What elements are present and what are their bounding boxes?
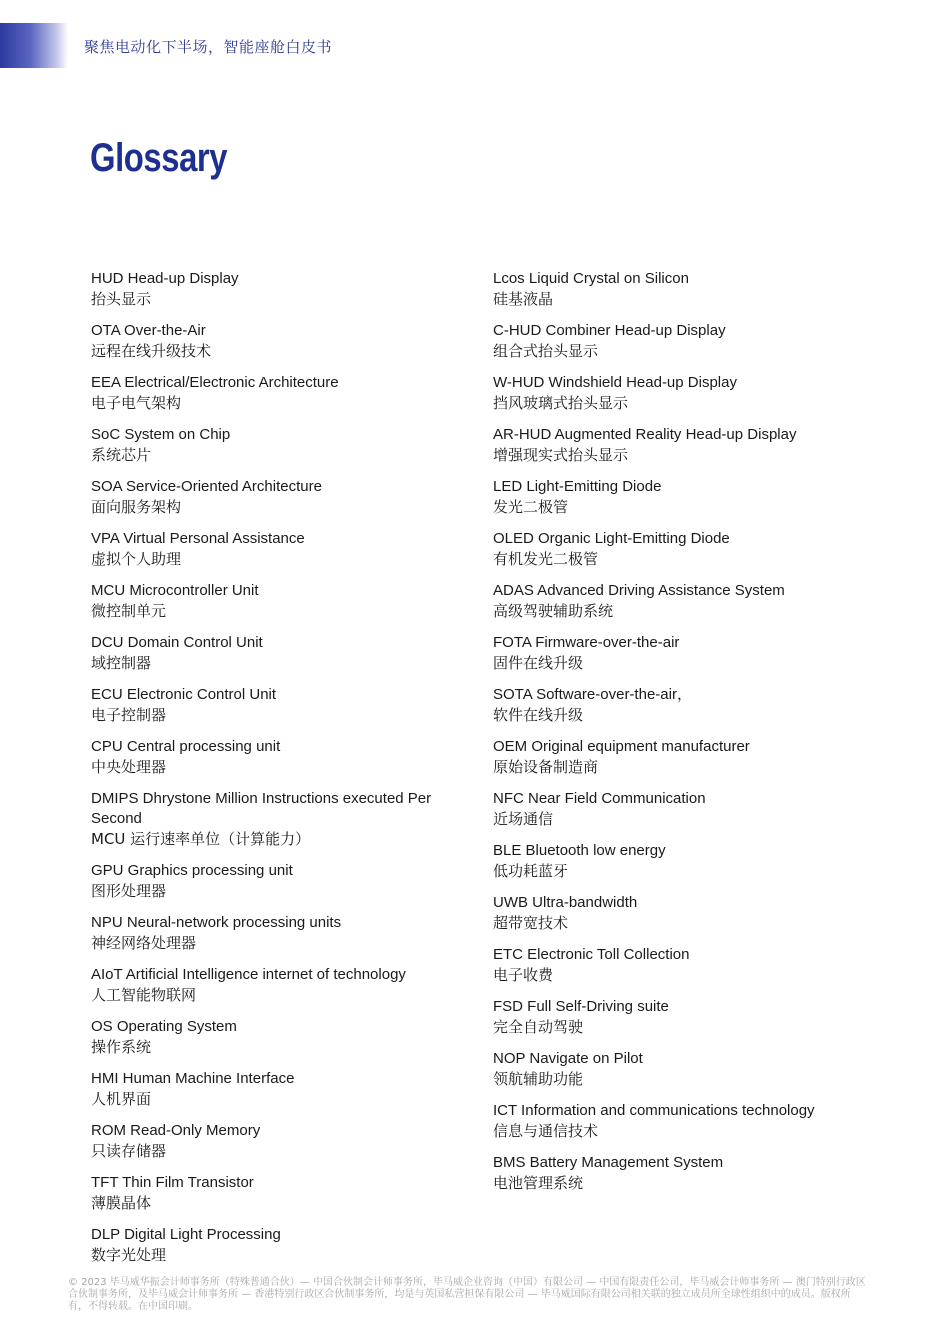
glossary-term: OEM Original equipment manufacturer bbox=[493, 738, 750, 755]
glossary-term: TFT Thin Film Transistor bbox=[91, 1174, 254, 1191]
glossary-translation: 中央处理器 bbox=[91, 758, 167, 776]
glossary-entry bbox=[91, 861, 441, 902]
glossary-translation: 只读存储器 bbox=[91, 1142, 167, 1160]
glossary-translation: 挡风玻璃式抬头显示 bbox=[493, 394, 629, 412]
glossary-translation: 人工智能物联网 bbox=[91, 986, 197, 1004]
glossary-translation: 低功耗蓝牙 bbox=[493, 862, 569, 880]
glossary-entry bbox=[91, 1069, 441, 1110]
glossary-term: OS Operating System bbox=[91, 1018, 237, 1035]
glossary-translation: 电子电气架构 bbox=[91, 394, 182, 412]
glossary-translation: 信息与通信技术 bbox=[493, 1122, 599, 1140]
glossary-entry bbox=[493, 529, 853, 570]
glossary-term: NPU Neural-network processing units bbox=[91, 914, 342, 931]
glossary-translation: 神经网络处理器 bbox=[91, 934, 197, 952]
glossary-left-column bbox=[91, 269, 441, 1277]
glossary-term: CPU Central processing unit bbox=[91, 738, 281, 755]
glossary-entry bbox=[91, 425, 441, 466]
glossary-entry bbox=[91, 321, 441, 362]
glossary-translation: 领航辅助功能 bbox=[493, 1070, 584, 1088]
glossary-translation: 微控制单元 bbox=[91, 602, 167, 620]
glossary-entry bbox=[493, 737, 853, 778]
glossary-entry bbox=[493, 841, 853, 882]
glossary-term: LED Light-Emitting Diode bbox=[493, 478, 662, 495]
glossary-entry bbox=[91, 789, 441, 850]
glossary-term: AR-HUD Augmented Reality Head-up Display bbox=[493, 426, 797, 443]
glossary-entry bbox=[493, 789, 853, 830]
glossary-term: OLED Organic Light-Emitting Diode bbox=[493, 530, 730, 547]
glossary-term: BLE Bluetooth low energy bbox=[493, 842, 666, 859]
glossary-term: UWB Ultra-bandwidth bbox=[493, 894, 638, 911]
glossary-translation: 电子收费 bbox=[493, 966, 554, 984]
glossary-term: Lcos Liquid Crystal on Silicon bbox=[493, 270, 689, 287]
glossary-entry bbox=[493, 685, 853, 726]
header-accent-bar bbox=[0, 23, 68, 68]
glossary-term: ADAS Advanced Driving Assistance System bbox=[493, 582, 785, 599]
glossary-entry bbox=[493, 1049, 853, 1090]
glossary-term: W-HUD Windshield Head-up Display bbox=[493, 374, 737, 391]
glossary-translation: 域控制器 bbox=[91, 654, 152, 672]
glossary-term: C-HUD Combiner Head-up Display bbox=[493, 322, 726, 339]
glossary-term: ICT Information and communications technology bbox=[493, 1102, 815, 1119]
glossary-right-column bbox=[493, 269, 853, 1205]
glossary-term: AIoT Artificial Intelligence internet of technology bbox=[91, 966, 406, 983]
glossary-translation: 原始设备制造商 bbox=[493, 758, 599, 776]
glossary-translation: 抬头显示 bbox=[91, 290, 152, 308]
glossary-translation: 完全自动驾驶 bbox=[493, 1018, 584, 1036]
glossary-entry bbox=[493, 1153, 853, 1194]
glossary-term: HUD Head-up Display bbox=[91, 270, 239, 287]
glossary-entry bbox=[493, 893, 853, 934]
glossary-entry bbox=[91, 529, 441, 570]
glossary-term: MCU Microcontroller Unit bbox=[91, 582, 259, 599]
header-title: 聚焦电动化下半场，智能座舱白皮书 bbox=[84, 38, 333, 56]
glossary-entry bbox=[91, 685, 441, 726]
glossary-entry bbox=[493, 1101, 853, 1142]
glossary-term: EEA Electrical/Electronic Architecture bbox=[91, 374, 339, 391]
glossary-entry bbox=[91, 965, 441, 1006]
glossary-entry bbox=[91, 737, 441, 778]
glossary-term: GPU Graphics processing unit bbox=[91, 862, 293, 879]
glossary-term: OTA Over-the-Air bbox=[91, 322, 206, 339]
glossary-translation: 人机界面 bbox=[91, 1090, 152, 1108]
glossary-entry bbox=[91, 581, 441, 622]
page-title: Glossary bbox=[90, 136, 228, 180]
glossary-entry bbox=[493, 425, 853, 466]
glossary-translation: 软件在线升级 bbox=[493, 706, 584, 724]
glossary-term: FOTA Firmware-over-the-air bbox=[493, 634, 680, 651]
glossary-term: ETC Electronic Toll Collection bbox=[493, 946, 690, 963]
glossary-entry bbox=[91, 1173, 441, 1214]
glossary-entry bbox=[91, 1225, 441, 1266]
glossary-term: DMIPS Dhrystone Million Instructions executed Per Second bbox=[91, 790, 432, 827]
glossary-entry bbox=[493, 269, 853, 310]
glossary-term: SOTA Software-over-the-air， bbox=[493, 686, 692, 703]
glossary-translation: 高级驾驶辅助系统 bbox=[493, 602, 614, 620]
glossary-translation: 远程在线升级技术 bbox=[91, 342, 212, 360]
glossary-term: FSD Full Self-Driving suite bbox=[493, 998, 669, 1015]
glossary-translation: 超带宽技术 bbox=[493, 914, 569, 932]
glossary-entry bbox=[493, 581, 853, 622]
glossary-translation: 数字光处理 bbox=[91, 1246, 167, 1264]
glossary-translation: 面向服务架构 bbox=[91, 498, 182, 516]
glossary-term: NOP Navigate on Pilot bbox=[493, 1050, 643, 1067]
glossary-entry bbox=[91, 477, 441, 518]
glossary-entry bbox=[493, 633, 853, 674]
glossary-translation: 电池管理系统 bbox=[493, 1174, 584, 1192]
glossary-entry bbox=[91, 1017, 441, 1058]
glossary-translation: 增强现实式抬头显示 bbox=[493, 446, 629, 464]
glossary-term: ROM Read-Only Memory bbox=[91, 1122, 261, 1139]
glossary-translation: 虚拟个人助理 bbox=[91, 550, 182, 568]
glossary-entry bbox=[91, 269, 441, 310]
glossary-translation: 操作系统 bbox=[91, 1038, 152, 1056]
glossary-entry bbox=[493, 945, 853, 986]
glossary-translation: 有机发光二极管 bbox=[493, 550, 599, 568]
glossary-translation: 固件在线升级 bbox=[493, 654, 584, 672]
glossary-entry bbox=[91, 633, 441, 674]
glossary-translation: 硅基液晶 bbox=[493, 290, 554, 308]
glossary-translation: 薄膜晶体 bbox=[91, 1194, 152, 1212]
glossary-term: DLP Digital Light Processing bbox=[91, 1226, 281, 1243]
glossary-term: HMI Human Machine Interface bbox=[91, 1070, 295, 1087]
glossary-entry bbox=[493, 477, 853, 518]
glossary-entry bbox=[493, 373, 853, 414]
glossary-term: SOA Service-Oriented Architecture bbox=[91, 478, 322, 495]
glossary-entry bbox=[91, 373, 441, 414]
glossary-term: BMS Battery Management System bbox=[493, 1154, 724, 1171]
glossary-term: VPA Virtual Personal Assistance bbox=[91, 530, 305, 547]
glossary-translation: 电子控制器 bbox=[91, 706, 167, 724]
glossary-translation: 系统芯片 bbox=[91, 446, 152, 464]
glossary-entry bbox=[493, 321, 853, 362]
glossary-translation: MCU 运行速率单位（计算能力） bbox=[91, 830, 311, 848]
glossary-translation: 近场通信 bbox=[493, 810, 554, 828]
copyright-footer: © 2023 毕马威华振会计师事务所（特殊普通合伙）— 中国合伙制会计师事务所，毕马威企业咨询（中国）有限公司 — 中国有限责任公司，毕马威会计师事务所 — 澳门特别行政区合伙制事务所，及毕马威会计师事务所 — 香港特别行政区合伙制事务所，均是与英国私营担保有限公司 — 毕马威国际有限公司相关联的独立成员所全球性组织中的成员。版权所有，不得转载。在中国印刷。 bbox=[68, 1277, 866, 1312]
glossary-translation: 发光二极管 bbox=[493, 498, 569, 516]
glossary-translation: 图形处理器 bbox=[91, 882, 167, 900]
glossary-term: ECU Electronic Control Unit bbox=[91, 686, 277, 703]
glossary-entry bbox=[91, 1121, 441, 1162]
glossary-term: DCU Domain Control Unit bbox=[91, 634, 263, 651]
glossary-entry bbox=[91, 913, 441, 954]
glossary-entry bbox=[493, 997, 853, 1038]
glossary-term: SoC System on Chip bbox=[91, 426, 231, 443]
glossary-term: NFC Near Field Communication bbox=[493, 790, 706, 807]
glossary-translation: 组合式抬头显示 bbox=[493, 342, 599, 360]
